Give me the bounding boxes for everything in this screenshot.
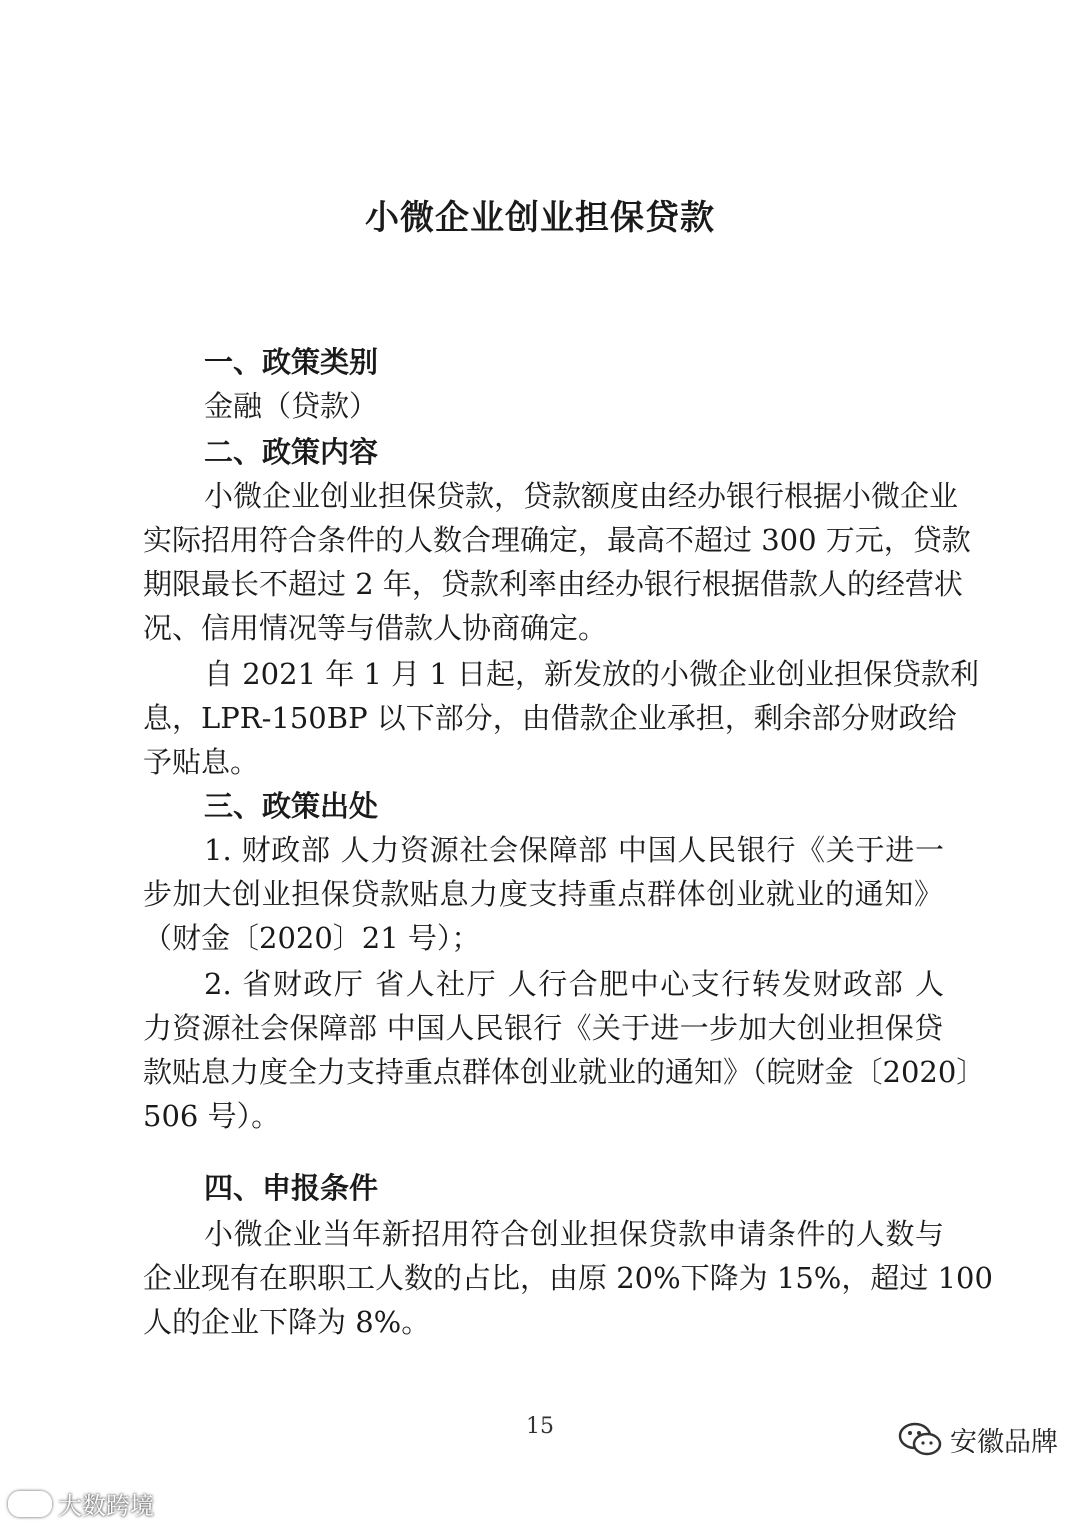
wechat-icon <box>898 1422 942 1458</box>
paragraph-line: 金融（贷款） <box>204 389 379 423</box>
paragraph-line: 步加大创业担保贷款贴息力度支持重点群体创业就业的通知》 <box>143 877 943 911</box>
paragraph-line: 力资源社会保障部 中国人民银行《关于进一步加大创业担保贷 <box>143 1011 943 1045</box>
paragraph-line: 款贴息力度全力支持重点群体创业就业的通知》（皖财金〔2020〕 <box>143 1055 986 1089</box>
paragraph-line: 小微企业创业担保贷款，贷款额度由经办银行根据小微企业 <box>204 479 959 513</box>
paragraph-line: 况、信用情况等与借款人协商确定。 <box>143 611 608 645</box>
paragraph-line: 予贴息。 <box>143 745 260 779</box>
section-heading: 二、政策内容 <box>204 435 379 469</box>
paragraph-line: 1. 财政部 人力资源社会保障部 中国人民银行《关于进一 <box>204 833 944 867</box>
watermark-left <box>8 1486 154 1521</box>
brand-logo-icon <box>8 1491 52 1517</box>
document-title: 小微企业创业担保贷款 <box>365 198 715 238</box>
section-heading: 四、申报条件 <box>204 1171 379 1205</box>
paragraph-line: 企业现有在职职工人数的占比，由原 20%下降为 15%，超过 100 <box>143 1261 993 1295</box>
watermark-right-text: 安徽品牌 <box>950 1427 1058 1458</box>
page-number: 15 <box>526 1414 554 1439</box>
paragraph-line: 自 2021 年 1 月 1 日起，新发放的小微企业创业担保贷款利 <box>204 657 980 691</box>
paragraph-line: 506 号）。 <box>143 1099 281 1133</box>
paragraph-line: 小微企业当年新招用符合创业担保贷款申请条件的人数与 <box>204 1217 944 1251</box>
watermark-left-text: 大数跨境 <box>58 1492 154 1520</box>
paragraph-line: （财金〔2020〕21 号）； <box>143 921 481 955</box>
section-heading: 一、政策类别 <box>204 345 379 379</box>
watermark-right <box>898 1420 1058 1459</box>
paragraph-line: 实际招用符合条件的人数合理确定，最高不超过 300 万元，贷款 <box>143 523 971 557</box>
paragraph-line: 息，LPR-150BP 以下部分，由借款企业承担，剩余部分财政给 <box>143 701 957 735</box>
section-heading: 三、政策出处 <box>204 789 379 823</box>
paragraph-line: 2. 省财政厅 省人社厅 人行合肥中心支行转发财政部 人 <box>204 967 944 1001</box>
paragraph-line: 人的企业下降为 8%。 <box>143 1305 431 1339</box>
paragraph-line: 期限最长不超过 2 年，贷款利率由经办银行根据借款人的经营状 <box>143 567 963 601</box>
